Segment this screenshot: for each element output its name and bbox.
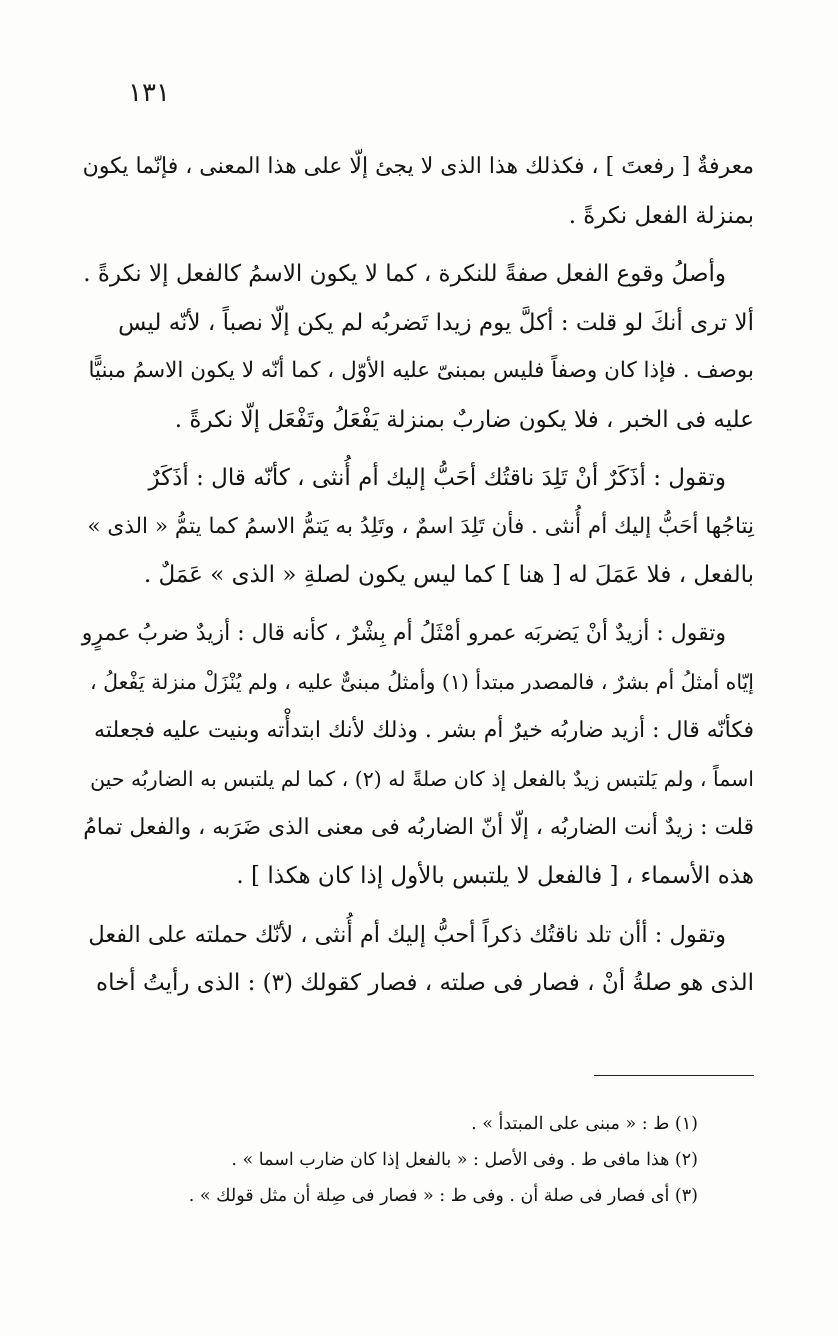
paragraph-1 [82,143,754,240]
text-line: اسماً ، ولم يَلتبس زيدٌ بالفعل إذ كان صلةً له (٢) ، كما لم يلتبس به الضاربُه حين [90,767,754,791]
page-number: ١٣١ [128,78,170,108]
text-line: عليه فى الخبر ، فلا يكون ضاربٌ بمنزلة يَفْعَلُ وتَفْعَل إلّا نكرةً . [174,406,754,433]
footnote-2: (٢) هذا مافى ط . وفى الأصل : « بالفعل إذا كان ضارب اسما » . [231,1150,698,1170]
text-line: نِتاجُها أحَبُّ إليك أم أُنثى . فأن تَلِدَ اسمٌ ، وتَلِدُ به يَتمُّ الاسمُ كما يتمُّ « الذى » [87,513,754,539]
text-line: معرفةٌ [ رفعتَ ] ، فكذلك هذا الذى لا يجئ إلّا على هذا المعنى ، فإنّما يكون [82,154,754,179]
text-line: قلت : زيدٌ أنت الضاربُه ، إلّا أنّ الضاربُه فى معنى الذى ضَرَبه ، والفعل تمامُ [83,814,754,840]
text-line: وأصلُ وقوع الفعل صفةً للنكرة ، كما لا يكون الاسمُ كالفعل إلا نكرةً . [83,261,726,287]
paragraph-4 [82,610,754,901]
text-line: فكأنّه قال : أزيد ضاربُه خيرٌ أم بشر . وذلك لأنك ابتدأْته وبنيت عليه فجعلته [94,717,754,743]
paragraph-5 [82,911,754,1008]
text-line: إيّاه أمثلُ أم بشرٌ ، فالمصدر مبتدأ (١) وأمثلُ مبنىٌّ عليه ، ولم يُنْزَلْ منزلة يَفْعلُ ، [89,670,754,694]
footnote-1: (١) ط : « مبنى على المبتدأ » . [471,1114,698,1134]
text-line: ألا ترى أنكَ لو قلت : أكلَّ يوم زيدا تَضربُه لم يكن إلّا نصباً ، لأنّه ليس [118,309,754,336]
text-line: وتقول : أأن تلد ناقتُك ذكراً أحبُّ إليك أم أُنثى ، لأنّك حملته على الفعل [88,921,726,948]
text-line: بوصف . فإذا كان وصفاً فليس بمبنىّ عليه الأوّل ، كما أنّه لا يكون الاسمُ مبنيًّا [88,358,754,383]
paragraph-2 [82,250,754,444]
footnote-separator [594,1075,754,1076]
text-line: بالفعل ، فلا عَمَلَ له [ هنا ] كما ليس يكون لصلةِ « الذى » عَمَلٌ . [143,562,754,588]
footnote-3: (٣) أى فصار فى صلة أن . وفى ط : « فصار فى صِلة أن مثل قولك » . [188,1186,698,1206]
text-line: بمنزلة الفعل نكرةً . [568,202,754,229]
footnotes [82,1106,698,1214]
text-line: الذى هو صلةُ أنْ ، فصار فى صلته ، فصار كقولك (٣) : الذى رأيتُ أخاه [96,970,754,996]
text-line: وتقول : أزيدٌ أنْ يَضربَه عمرو أمْثَلُ أم بِشْرٌ ، كأنه قال : أزيدٌ ضربُ عمرٍو [81,620,726,646]
text-line: هذه الأسماء ، [ فالفعل لا يلتبس بالأول إذا كان هكذا ] . [236,863,754,889]
text-line: وتقول : أذَكَرٌ أنْ تَلِدَ ناقتُك أحَبُّ إليك أم أُنثى ، كأنّه قال : أذَكَرٌ [148,465,726,491]
main-text [82,143,754,1008]
paragraph-3 [82,454,754,600]
